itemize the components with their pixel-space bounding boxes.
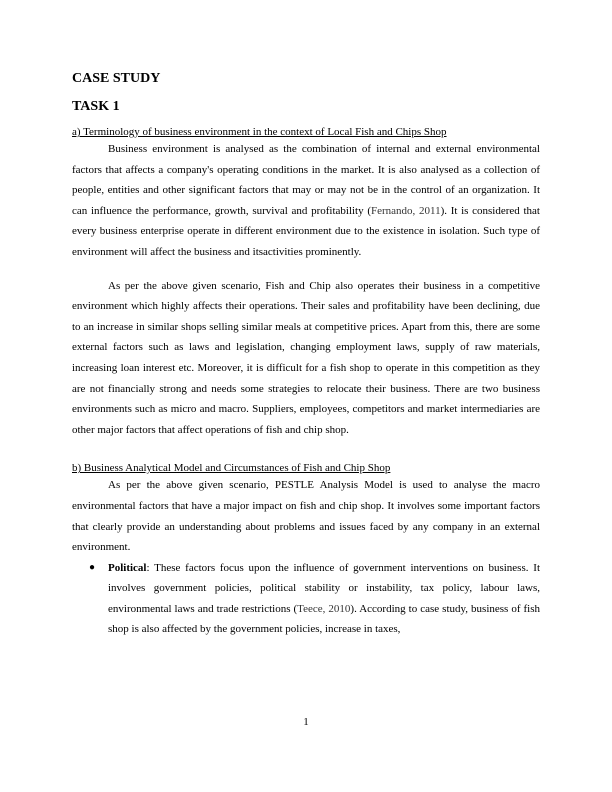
section-b-paragraph-1: As per the above given scenario, PESTLE Analysis Model is used to analyse the macro environmental factors that have a major impact on fish and chip shop. It involves some important factors that clearly provide an understanding about problems and issues faced by any company in an external environment. (72, 479, 540, 554)
section-a-paragraph-1 (72, 139, 540, 263)
paragraph-text: ). It is considered that every business enterprise operate in different environment due to the existence in isolation. Such type of environment will affect the business and itsactivities prominently. (72, 204, 540, 258)
task-heading: TASK 1 (72, 99, 120, 114)
section-a-title: a) Terminology of business environment in the context of Local Fish and Chips Shop (72, 126, 447, 138)
bullet-text: ). According to case study, business of fish shop is also affected by the government policies, increase in taxes, (108, 602, 540, 636)
page-number: 1 (303, 716, 309, 728)
paragraph-text: Business environment is analysed as the combination of internal and external environmental factors that affects a company's operating conditions in the market. It is also analysed as a collection of people, entities and other significant factors that may or may not be in the control of an organization. It can influence the performance, growth, survival and profitability ( (72, 143, 540, 217)
list-item (72, 558, 540, 640)
bullet-text: : These factors focus upon the influence of government interventions on business. It involves government policies, political stability or instability, tax policy, labour laws, environmental laws and trade restrictions ( (108, 561, 540, 615)
document-page (72, 70, 540, 640)
section-a-paragraph-2: As per the above given scenario, Fish and Chip also operates their business in a competitive environment which highly affects their operations. Their sales and profitability have been declining, due to an increase in similar shops selling similar meals at competitive prices. Apart from this, there are some external factors such as laws and legislation, changing employment laws, supply of raw materials, increasing loan interest etc. Moreover, it is difficult for a fish shop to operate in this competition as they are not financially strong and needs some strategies to relocate their business. There are two business environments such as micro and macro. Suppliers, employees, competitors and market intermediaries are other major factors that affect operations of fish and chip shop. (72, 279, 540, 436)
document-heading: CASE STUDY (72, 71, 161, 86)
bullet-list (72, 558, 540, 640)
section-b-title: b) Business Analytical Model and Circumstances of Fish and Chip Shop (72, 462, 391, 475)
bullet-icon: ● (89, 561, 96, 573)
citation-link[interactable]: Teece, 2010 (297, 602, 351, 615)
citation-link[interactable]: Fernando, 2011 (370, 204, 441, 217)
bullet-label: Political (108, 561, 147, 574)
